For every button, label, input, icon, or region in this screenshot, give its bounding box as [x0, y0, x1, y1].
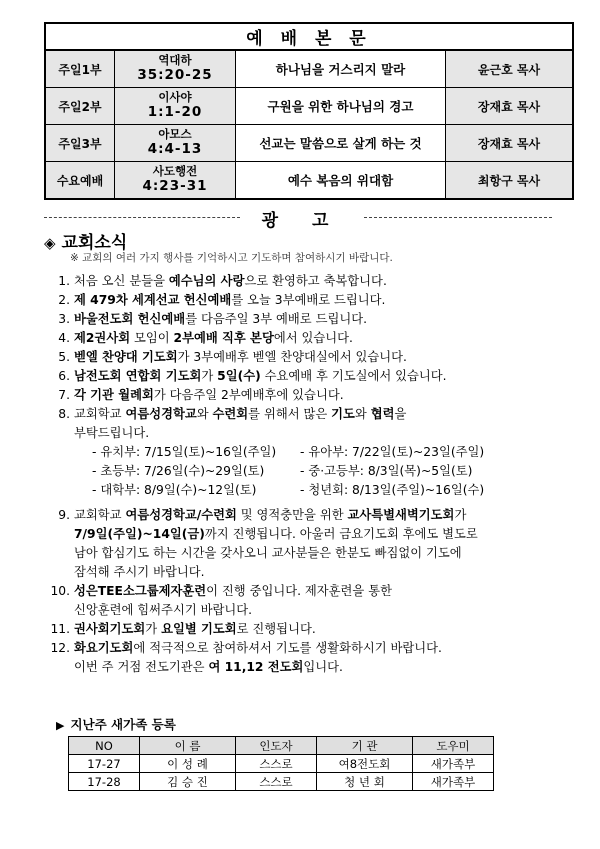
item-text: 와	[196, 407, 213, 421]
item-emphasis: 화요기도회	[74, 641, 134, 655]
announcement-item	[48, 405, 568, 500]
scripture-book: 아모스	[158, 127, 192, 141]
item-text: 교회학교	[74, 508, 126, 522]
table-cell: 새가족부	[413, 773, 494, 791]
item-text: 가	[145, 622, 162, 636]
item-continuation	[74, 658, 568, 677]
item-continuation	[74, 525, 568, 544]
scripture-verse: 35:20-25	[137, 67, 213, 83]
announcement-item	[48, 367, 568, 386]
item-text: 을	[394, 407, 407, 421]
item-number: 9.	[58, 508, 70, 522]
item-emphasis: 권사회기도회	[74, 622, 146, 636]
item-text: 를 오늘 3부예배로 드립니다.	[231, 293, 386, 307]
table-cell: 김 승 진	[140, 773, 236, 791]
divider-line-right	[364, 217, 552, 218]
sermon-title: 예수 복음의 위대함	[236, 162, 446, 200]
schedule-entry: - 초등부: 7/26일(수)~29일(토)	[92, 464, 265, 478]
schedule-entry: - 대학부: 8/9일(수)~12일(토)	[92, 483, 257, 497]
item-number: 6.	[58, 369, 70, 383]
pastor-name: 장재효 목사	[446, 88, 574, 125]
column-header: 이 름	[140, 737, 236, 755]
item-emphasis: 기도	[331, 407, 355, 421]
item-emphasis: 교사특별새벽기도회	[347, 508, 455, 522]
pastor-name: 장재효 목사	[446, 125, 574, 162]
church-news-label: 교회소식	[61, 233, 128, 253]
column-header: 도우미	[413, 737, 494, 755]
announcement-item	[48, 620, 568, 639]
item-emphasis: 여 11,12 전도회	[208, 660, 304, 674]
scripture-verse: 1:1-20	[147, 104, 203, 120]
table-cell: 새가족부	[413, 755, 494, 773]
item-text: 가	[201, 369, 218, 383]
church-news-note: ※ 교회의 여러 가지 행사를 기억하시고 기도하며 참여하시기 바랍니다.	[70, 252, 393, 264]
table-cell: 여8전도회	[317, 755, 413, 773]
column-header: 인도자	[236, 737, 317, 755]
item-continuation: 신앙훈련에 힘써주시기 바랍니다.	[74, 603, 253, 617]
announcement-item	[48, 329, 568, 348]
item-emphasis: 바울전도회 헌신예배	[74, 312, 186, 326]
item-emphasis: 2부예배 직후 본당	[173, 331, 274, 345]
ads-title: 광 고	[261, 211, 343, 231]
diamond-icon: ◈	[44, 234, 56, 252]
camp-schedule	[74, 443, 568, 500]
item-number: 8.	[58, 407, 70, 421]
item-text: 입니다.	[303, 660, 343, 674]
service-name: 주일2부	[45, 88, 115, 125]
item-emphasis: 남전도회 연합회 기도회	[74, 369, 202, 383]
announcement-item	[48, 310, 568, 329]
scripture-book: 역대하	[158, 53, 192, 67]
divider-line-left	[44, 217, 240, 218]
newcomer-heading	[56, 715, 176, 733]
worship-row	[45, 162, 573, 200]
triangle-right-icon: ▶	[56, 719, 65, 732]
item-text: 가 다음주일 2부예배후에 있습니다.	[153, 388, 344, 402]
item-text: 를 위해서 많은	[248, 407, 332, 421]
sermon-title: 구원을 위한 하나님의 경고	[236, 88, 446, 125]
item-text: 로 진행됩니다.	[236, 622, 316, 636]
item-number: 10.	[50, 584, 70, 598]
item-emphasis: 수련회	[212, 407, 249, 421]
announcement-item	[48, 272, 568, 291]
table-cell: 청 년 회	[317, 773, 413, 791]
table-cell: 스스로	[236, 755, 317, 773]
worship-title: 예 배 본 문	[45, 23, 573, 50]
worship-row	[45, 88, 573, 125]
item-text: 와	[354, 407, 371, 421]
ads-divider	[44, 206, 552, 231]
item-emphasis: 성은TEE소그룹제자훈련	[74, 584, 207, 598]
announcement-item	[48, 348, 568, 367]
announcement-list	[48, 272, 568, 677]
worship-table	[44, 22, 574, 200]
service-name: 주일3부	[45, 125, 115, 162]
schedule-entry: - 유치부: 7/15일(토)~16일(주일)	[92, 445, 277, 459]
scripture-ref	[115, 50, 236, 88]
scripture-verse: 4:4-13	[147, 141, 203, 157]
scripture-book: 이사야	[158, 90, 192, 104]
item-number: 1.	[58, 274, 70, 288]
item-text: 모임이	[130, 331, 174, 345]
item-continuation: 부탁드립니다.	[74, 426, 150, 440]
item-continuation: 잠석해 주시기 바랍니다.	[74, 565, 205, 579]
item-text: 가 3부예배후 벧엘 찬양대실에서 있습니다.	[177, 350, 407, 364]
service-name: 수요예배	[45, 162, 115, 200]
item-text: 이번 주 거점 전도기관은	[74, 660, 209, 674]
announcement-item	[48, 639, 568, 677]
item-emphasis: 요일별 기도회	[161, 622, 237, 636]
item-text: 에 적극적으로 참여하셔서 기도를 생활화하시기 바랍니다.	[133, 641, 442, 655]
sermon-title: 하나님을 거스리지 말라	[236, 50, 446, 88]
item-text: 으로 환영하고 축복합니다.	[244, 274, 387, 288]
pastor-name: 윤근호 목사	[446, 50, 574, 88]
scripture-verse: 4:23-31	[142, 178, 208, 194]
newcomer-table	[68, 736, 494, 791]
table-cell: 17-27	[69, 755, 140, 773]
newcomer-heading-label: 지난주 새가족 등록	[70, 717, 176, 732]
item-text: 처음 오신 분들을	[74, 274, 169, 288]
schedule-entry: - 유아부: 7/22일(토)~23일(주일)	[300, 445, 485, 459]
item-text: 를 다음주일 3부 예배로 드립니다.	[185, 312, 367, 326]
item-continuation: 남아 합심기도 하는 시간을 갖사오니 교사분들은 한분도 빠짐없이 기도에	[74, 546, 462, 560]
item-number: 4.	[58, 331, 70, 345]
worship-row	[45, 50, 573, 88]
announcement-item	[48, 291, 568, 310]
item-text: 이 진행 중입니다. 제자훈련을 통한	[206, 584, 392, 598]
item-text: 및 영적충만을 위한	[236, 508, 348, 522]
pastor-name: 최항구 목사	[446, 162, 574, 200]
column-header: NO	[69, 737, 140, 755]
item-number: 7.	[58, 388, 70, 402]
scripture-ref	[115, 162, 236, 200]
schedule-entry: - 청년회: 8/13일(주일)~16일(수)	[300, 483, 485, 497]
item-text: 교회학교	[74, 407, 126, 421]
item-text: 에서 있습니다.	[273, 331, 353, 345]
table-row	[69, 755, 494, 773]
service-name: 주일1부	[45, 50, 115, 88]
sermon-title: 선교는 말씀으로 살게 하는 것	[236, 125, 446, 162]
scripture-book: 사도행전	[152, 164, 198, 178]
item-emphasis: 벧엘 찬양대 기도회	[74, 350, 178, 364]
newcomer-header-row	[69, 737, 494, 755]
item-number: 11.	[50, 622, 70, 636]
item-text: 까지 진행됩니다. 아울러 금요기도회 후에도 별도로	[204, 527, 478, 541]
schedule-entry: - 중·고등부: 8/3일(목)~5일(토)	[300, 464, 473, 478]
scripture-ref	[115, 125, 236, 162]
worship-row	[45, 125, 573, 162]
item-number: 12.	[50, 641, 70, 655]
column-header: 기 관	[317, 737, 413, 755]
item-emphasis: 각 기관 월례회	[74, 388, 154, 402]
item-text: 수요예배 후 기도실에서 있습니다.	[260, 369, 447, 383]
item-emphasis: 협력	[370, 407, 395, 421]
item-emphasis: 제2권사회	[74, 331, 131, 345]
item-emphasis: 제 479차 세계선교 헌신예배	[74, 293, 232, 307]
announcement-item	[48, 506, 568, 582]
scripture-ref	[115, 88, 236, 125]
table-cell: 이 성 례	[140, 755, 236, 773]
announcement-item	[48, 582, 568, 620]
table-cell: 스스로	[236, 773, 317, 791]
item-emphasis: 7/9일(주일)~14일(금)	[74, 527, 205, 541]
item-emphasis: 여름성경학교	[125, 407, 197, 421]
item-emphasis: 여름성경학교/수련회	[125, 508, 237, 522]
item-number: 5.	[58, 350, 70, 364]
table-cell: 17-28	[69, 773, 140, 791]
announcement-item	[48, 386, 568, 405]
item-emphasis: 예수님의 사랑	[168, 274, 245, 288]
item-number: 2.	[58, 293, 70, 307]
item-text: 가	[454, 508, 467, 522]
item-emphasis: 5일(수)	[217, 369, 261, 383]
table-row	[69, 773, 494, 791]
item-number: 3.	[58, 312, 70, 326]
